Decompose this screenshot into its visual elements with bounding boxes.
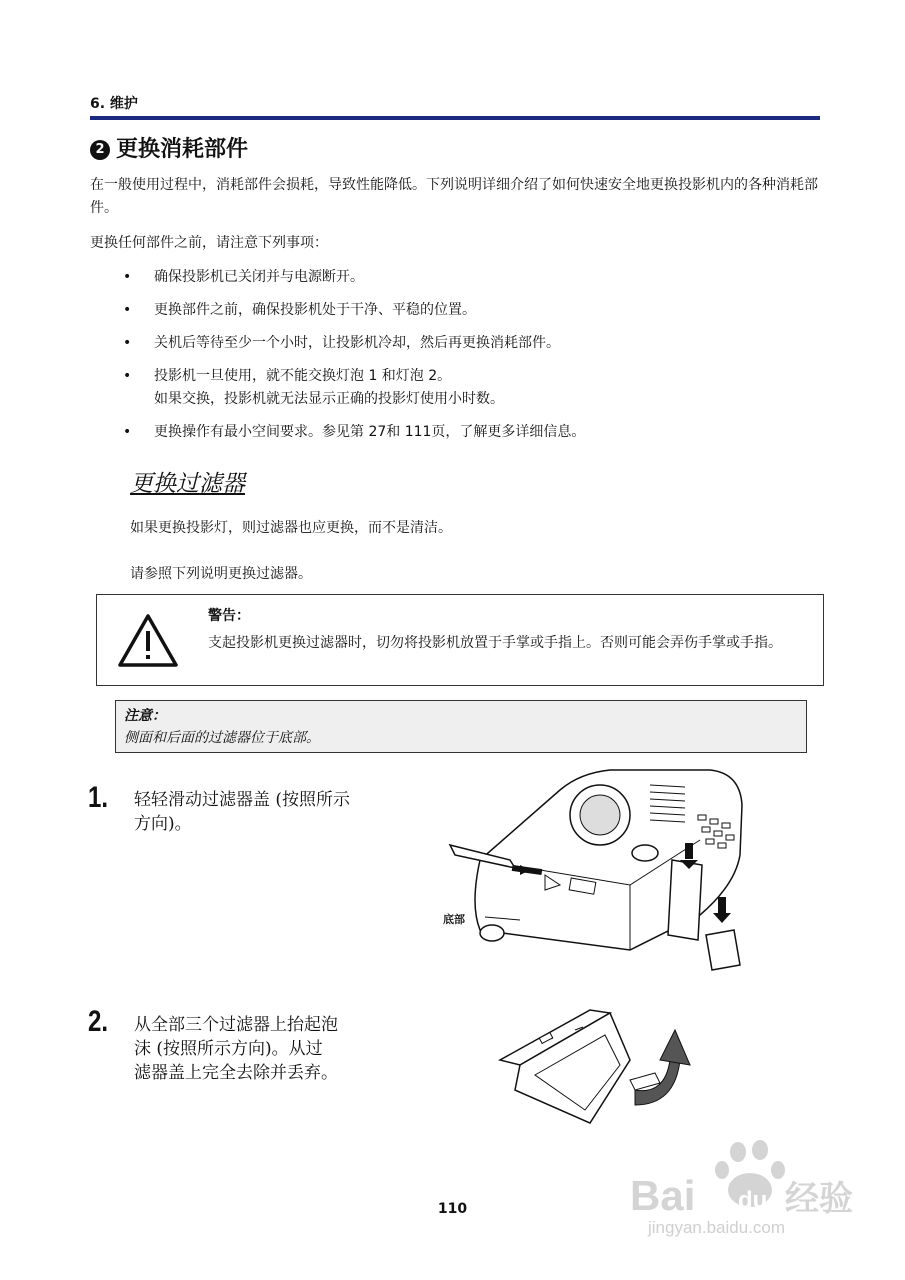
svg-text:du: du: [738, 1187, 768, 1214]
svg-text:经验: 经验: [785, 1179, 853, 1219]
list-item: [90, 365, 820, 411]
step-1-text: 轻轻滑动过滤器盖 (按照所示方向)。: [134, 790, 351, 834]
subheading: 更换过滤器: [130, 471, 245, 497]
section-header: 6. 维护: [90, 96, 138, 112]
step-2-number: 2.: [88, 1005, 109, 1038]
list-item-text: 确保投影机已关闭并与电源断开。: [154, 269, 364, 285]
list-item-text: 更换操作有最小空间要求。参见第 27和 111页，了解更多详细信息。: [154, 424, 586, 440]
list-item: [90, 299, 820, 322]
refer-paragraph: 请参照下列说明更换过滤器。: [130, 566, 312, 582]
list-item-text: 投影机一旦使用，就不能交换灯泡 1 和灯泡 2。: [154, 368, 452, 384]
figure-label-bottom: 底部: [443, 913, 465, 926]
step-1-number: 1.: [88, 781, 109, 814]
note-text: 侧面和后面的过滤器位于底部。: [124, 730, 320, 746]
note-title: 注意：: [124, 708, 166, 724]
warning-triangle-icon: [117, 613, 179, 669]
replace-paragraph: 如果更换投影灯，则过滤器也应更换，而不是清洁。: [130, 520, 452, 536]
list-item-text: 关机后等待至少一个小时，让投影机冷却，然后再更换消耗部件。: [154, 335, 560, 351]
heading-title: 更换消耗部件: [116, 137, 249, 162]
warning-box: [96, 594, 824, 686]
warning-title: 警告：: [208, 608, 250, 624]
list-item: [90, 332, 820, 355]
filter-cover-illustration: [495, 1005, 695, 1135]
watermark-url: jingyan.baidu.com: [648, 1218, 786, 1237]
step-2-text: 从全部三个过滤器上抬起泡沫 (按照所示方向)。从过滤器盖上完全去除并丢弃。: [134, 1015, 338, 1083]
svg-text:Bai: Bai: [630, 1172, 696, 1219]
page-title: [90, 132, 248, 163]
list-item: [90, 266, 820, 289]
list-item-text: 更换部件之前，确保投影机处于干净、平稳的位置。: [154, 302, 476, 318]
projector-bottom-illustration: [440, 765, 760, 980]
page-number: 110: [437, 1201, 468, 1217]
before-note: 更换任何部件之前，请注意下列事项：: [90, 235, 328, 251]
warning-text: 支起投影机更换过滤器时，切勿将投影机放置于手掌或手指上。否则可能会弄伤手掌或手指。: [208, 635, 782, 651]
heading-number-badge: 2: [90, 140, 110, 160]
header-rule: [90, 116, 820, 120]
intro-paragraph: 在一般使用过程中，消耗部件会损耗，导致性能降低。下列说明详细介绍了如何快速安全地更换投影机内的各种消耗部件。: [90, 177, 818, 216]
note-box: [115, 700, 807, 753]
list-item-text-line2: 如果交换，投影机就无法显示正确的投影灯使用小时数。: [154, 391, 504, 407]
list-item: [90, 421, 820, 444]
precaution-list: [90, 266, 820, 454]
